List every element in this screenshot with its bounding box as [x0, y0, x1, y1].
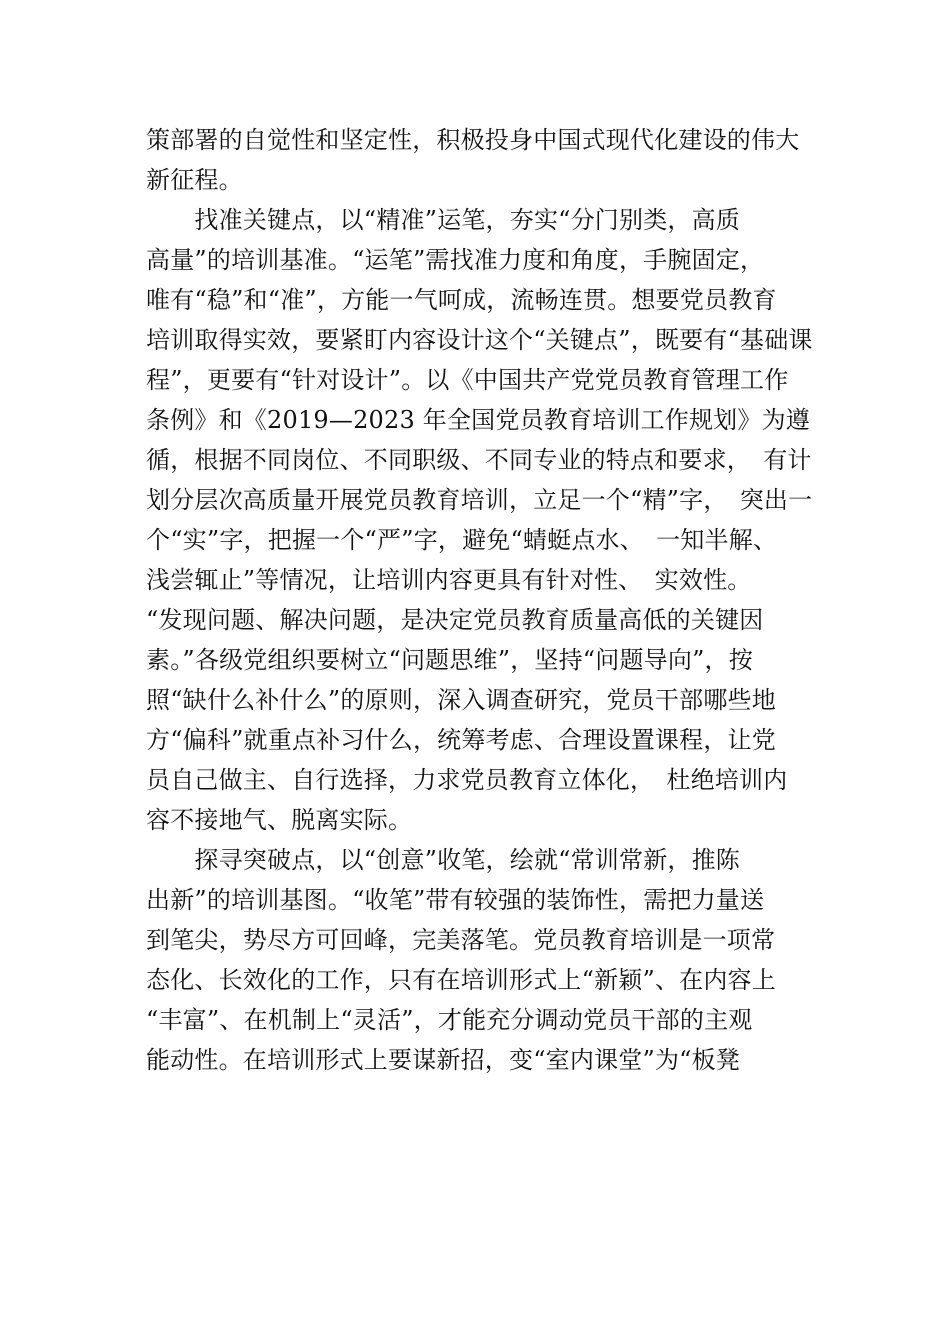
text-line-24: 能动性。在培训形式上要谋新招，变“室内课堂”为“板凳	[146, 1046, 741, 1074]
text-line-21: 到笔尖，势尽方可回峰，完美落笔。党员教育培训是一项常	[146, 926, 776, 954]
text-line-13: “发现问题、解决问题，是决定党员教育质量高低的关键因	[146, 606, 764, 634]
text-line-23: “丰富”、在机制上“灵活”，才能充分调动党员干部的主观	[146, 1006, 753, 1034]
text-line-3: 找准关键点，以“精准”运笔，夯实“分门别类，高质	[146, 206, 741, 234]
text-line-14: 素。”各级党组织要树立“问题思维”，坚持“问题导向”，按	[146, 646, 753, 674]
text-line-22: 态化、长效化的工作，只有在培训形式上“新颖”、在内容上	[146, 966, 776, 994]
text-line-17: 员自己做主、自行选择，力求党员教育立体化， 杜绝培训内	[146, 766, 788, 794]
text-line-20: 出新”的培训基图。“收笔”带有较强的装饰性，需把力量送	[146, 886, 765, 914]
text-line-7: 程”，更要有“针对设计”。以《中国共产党党员教育管理工作	[146, 366, 789, 394]
text-line-6: 培训取得实效，要紧盯内容设计这个“关键点”，既要有“基础课	[146, 326, 813, 354]
text-line-10: 划分层次高质量开展党员教育培训，立足一个“精”字， 突出一	[146, 486, 813, 514]
text-line-12: 浅尝辄止”等情况，让培训内容更具有针对性、 实效性。	[146, 566, 752, 594]
text-line-16: 方“偏科”就重点补习什么，统筹考虑、合理设置课程，让党	[146, 726, 776, 754]
text-line-11: 个“实”字，把握一个“严”字，避免“蜻蜓点水、 一知半解、	[146, 526, 778, 554]
text-line-19: 探寻突破点，以“创意”收笔，绘就“常训常新，推陈	[146, 846, 741, 874]
text-line-2: 新征程。	[146, 166, 243, 194]
text-line-15: 照“缺什么补什么”的原则，深入调查研究，党员干部哪些地	[146, 686, 776, 714]
text-line-1: 策部署的自觉性和坚定性，积极投身中国式现代化建设的伟大	[146, 126, 800, 154]
text-line-5: 唯有“稳”和“准”，方能一气呵成，流畅连贯。想要党员教育	[146, 286, 777, 314]
text-line-8: 条例》和《2019—2023 年全国党员教育培训工作规划》为遵	[146, 406, 810, 434]
text-line-9: 循，根据不同岗位、不同职级、不同专业的特点和要求， 有计	[146, 446, 812, 474]
text-line-18: 容不接地气、脱离实际。	[146, 806, 413, 834]
text-line-4: 高量”的培训基准。“运笔”需找准力度和角度，手腕固定，	[146, 246, 765, 274]
